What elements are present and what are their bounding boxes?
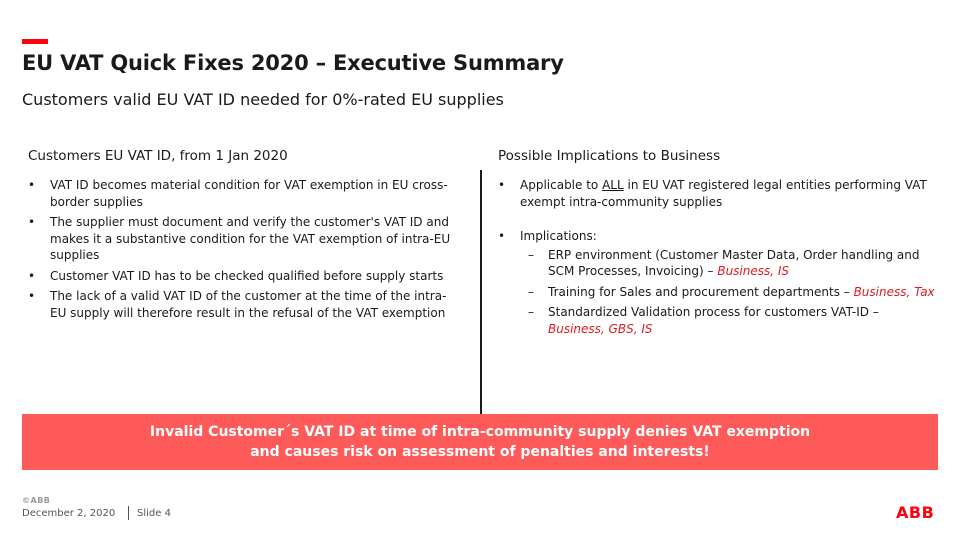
sub-list-item (520, 247, 938, 280)
owner-tag: Business, Tax (853, 284, 935, 299)
footer-slide-number: Slide 4 (137, 508, 171, 519)
implications-label: Implications: (520, 229, 597, 243)
owner-tag: Business, GBS, IS (548, 321, 653, 336)
list-item: • Customer VAT ID has to be checked qualified before supply starts (28, 268, 458, 285)
sub-list-item (520, 284, 938, 301)
left-column-heading: Customers EU VAT ID, from 1 Jan 2020 (28, 148, 288, 164)
right-column-heading: Possible Implications to Business (498, 148, 721, 164)
banner-line-2: and causes risk on assessment of penalties and interests! (250, 444, 710, 460)
owner-tag: Business, IS (717, 264, 790, 278)
left-bullet-list (28, 177, 458, 325)
sub-list-item (520, 304, 938, 337)
footer-copyright-logo: ©ABB (22, 496, 51, 505)
list-item (498, 177, 938, 210)
list-item (498, 228, 938, 337)
title-accent-bar (22, 39, 48, 44)
column-divider (480, 170, 482, 414)
list-item: • VAT ID becomes material condition for VAT exemption in EU cross-border supplies (28, 177, 458, 210)
list-item: • The supplier must document and verify the customer's VAT ID and makes it a substantive condition for the VAT exemption of intra-EU supplies (28, 214, 458, 264)
sub-item-text: Training for Sales and procurement departments – (548, 284, 854, 299)
sub-item-text: ERP environment (Customer Master Data, Order handling and SCM Processes, Invoicing) – (548, 247, 920, 278)
abb-logo: ABB (896, 503, 935, 522)
footer-date: December 2, 2020 (22, 508, 116, 519)
page-subtitle: Customers valid EU VAT ID needed for 0%-rated EU supplies (22, 90, 504, 109)
implications-sub-list (520, 247, 938, 338)
footer-separator (128, 506, 129, 520)
banner-line-1: Invalid Customer´s VAT ID at time of intra-community supply denies VAT exemption (149, 424, 811, 440)
page-title: EU VAT Quick Fixes 2020 – Executive Summary (22, 51, 564, 75)
list-item: • The lack of a valid VAT ID of the customer at the time of the intra-EU supply will therefore result in the refusal of the VAT exemption (28, 288, 458, 321)
warning-banner (22, 414, 938, 470)
applicability-emphasis: ALL (602, 178, 624, 192)
applicability-text-rest: in EU VAT registered legal entities performing VAT exempt intra-community supplies (520, 178, 927, 209)
applicability-text: Applicable to (520, 178, 603, 192)
right-bullet-list (498, 177, 938, 355)
sub-item-text: Standardized Validation process for customers VAT-ID – (548, 305, 879, 319)
